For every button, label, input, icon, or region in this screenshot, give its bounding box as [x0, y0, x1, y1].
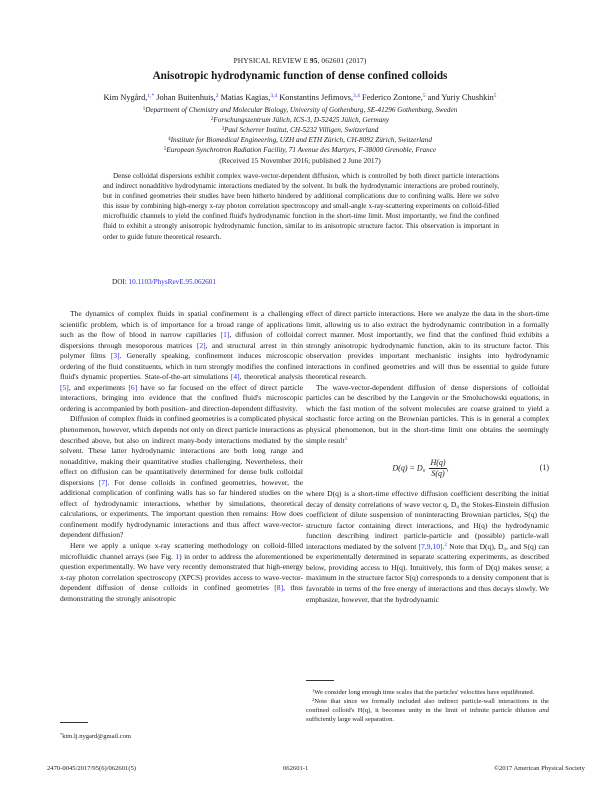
author-affil-ref[interactable]: 1,* [147, 93, 155, 99]
paragraph: where D(q) is a short-time effective diffusion coefficient describing the initial decay of density correlations of wave vector q, D₀ the Stokes-Einstein diffusion coefficient of dilute suspension of noninteracting Brownian particles, S(q) the structure factor containing direct interactions, and H(q) the hydrodynamic function describing indirect particle-particle and (possible) particle-wall interactions mediated by the solvent [7,9,10].$^2$ Note that D(q), D₀, and S(q) can be experimentally determined in separate scattering experiments, as described below, providing access to H(q). Intuitively, this form of D(q) makes sense; a maximum in the structure factor S(q) corresponds to a density component that is favorable in terms of the free energy of interactions and thus decays slowly. We emphasize, however, that the hydrodynamic [306, 489, 549, 604]
citation-link[interactable]: [7,9,10] [418, 541, 443, 551]
body-column-left [60, 309, 303, 604]
doi-link[interactable]: 10.1103/PhysRevE.95.062601 [128, 278, 216, 286]
equation-1 [306, 453, 549, 483]
footer-page-number: 062601-1 [283, 765, 309, 772]
footnote-divider [60, 722, 88, 723]
author-email: kim.lj.nygard@gmail.com [62, 733, 131, 740]
citation-link[interactable]: [3] [110, 351, 120, 361]
author: Matias Kagias, [220, 93, 271, 102]
author-affil-ref[interactable]: 3,4 [353, 93, 360, 99]
affiliation: $^4$Institute for Biomedical Engineering, UZH and ETH Zürich, CH-8092 Zürich, Switzerland [168, 136, 432, 145]
equation-denominator: S(q) [431, 468, 445, 478]
body-column-right [306, 309, 549, 605]
affiliation: $^2$Forschungszentrum Jülich, ICS-3, D-52425 Jülich, Germany [210, 116, 390, 125]
affiliation-list [0, 105, 600, 155]
author: Federico Zontone, [362, 93, 423, 102]
abstract: Dense colloidal dispersions exhibit complex wave-vector-dependent diffusion, which is controlled by both direct particle interactions and indirect nonadditive hydrodynamic interactions mediated by the solvent. In bulk the hydrodynamic interactions are probed routinely, but in confined geometries their studies have been hitherto hindered by additional complications due to confining walls. Here we solve this issue by combining high-energy x-ray photon correlation spectroscopy and small-angle x-ray-scattering experiments on colloid-filled microfluidic channels to yield the confined fluid's hydrodynamic function in the short-time limit. Most importantly, we find the confined fluid to exhibit a strongly anisotropic hydrodynamic function, similar to its anisotropic structure factor. This observation is important in order to guide future theoretical research. [103, 172, 499, 241]
footnotes [306, 688, 549, 724]
paper-title: Anisotropic hydrodynamic function of dense confined colloids [152, 70, 448, 82]
affiliation: $^1$Department of Chemistry and Molecular Biology, University of Gothenburg, SE-41296 Gothenburg, Sweden [142, 106, 458, 114]
citation-link[interactable]: [4] [230, 372, 240, 382]
received-dates: (Received 15 November 2016; published 2 June 2017) [219, 156, 381, 165]
paragraph: Diffusion of complex fluids in confined geometries is a complicated physical phenomenon, however, which depends not only on direct particle interactions as described above, but also on indirect many-body interactions mediated by the solvent. These latter hydrodynamic interactions are both long range and nonadditive, making their quantitative studies challenging. Nevertheless, their effect on diffusion can be quantitatively determined for dense bulk colloidal dispersions [7]. For dense colloids in confined geometries, however, the additional complication of confining walls has so far hindered studies on the effect of hydrodynamic interactions, whether by simulations, theoretical calculations, or experiments. The important question then remains: How does confinement modify hydrodynamic interactions and thus affect wave-vector-dependent diffusion? [60, 414, 303, 540]
footnote-ref[interactable]: 1 [344, 436, 348, 442]
footer-issn: 2470-0045/2017/95(6)/062601(5) [47, 765, 137, 772]
doi-label: DOI: [112, 278, 127, 286]
paragraph: effect of direct particle interactions. Here we analyze the data in the short-time limit, allowing us to also extract the hydrodynamic contribution in a formally correct manner. Most importantly, we find that the confined fluid exhibits a strongly anisotropic hydrodynamic function, akin to its structure factor. This observation provides important mechanistic insights into hydrodynamic interactions in confined geometries and will thus be essential to guide future theoretical research. [306, 309, 549, 382]
citation-link[interactable]: [8] [274, 583, 284, 593]
citation-link[interactable]: [2] [196, 340, 206, 350]
paragraph: The dynamics of complex fluids in spatial confinement is a challenging scientific problem, which is of importance for a broad range of applications such as the flow of blood in narrow capillaries [1], diffusion of colloidal dispersions through mesoporous matrices [2], and structural arrest in thin polymer films [3]. Generally speaking, confinement induces microscopic ordering of the fluid constituents, which in turn strongly modifies the confined fluid's dynamic properties. State-of-the-art simulations [4], theoretical analysis [5], and experiments [6] have so far focused on the effect of direct particle interactions, bringing into evidence that the confined fluid's microscopic ordering is accompanied by both position- and direction-dependent diffusivity. [60, 309, 303, 413]
equation-fraction [429, 458, 446, 479]
doi-line [112, 278, 216, 286]
footnote-ref[interactable]: 2 [444, 542, 447, 548]
journal-name: PHYSICAL REVIEW E [233, 56, 308, 65]
citation-link[interactable]: [6] [128, 382, 138, 392]
citation-link[interactable]: [7] [98, 477, 108, 487]
affiliation: $^3$Paul Scherrer Institut, CH-5232 Villigen, Switzerland [221, 126, 379, 135]
author: and Yuriy Chushkin [427, 93, 494, 102]
footnote-2: $^2$Note that since we formally included also indirect particle-wall interactions in the confined colloid's H(q), it becomes unity in the limit of infinite particle dilution and sufficiently large wall separation. [306, 697, 549, 724]
footer-copyright: ©2017 American Physical Society [494, 765, 585, 772]
footnote-1: $^1$We consider long enough time scales that the particles' velocities have equilibrated. [312, 688, 535, 696]
figure-link[interactable]: 1 [175, 551, 180, 561]
author: Kim Nygård, [103, 93, 148, 102]
footnote-divider [306, 680, 334, 681]
paragraph: The wave-vector-dependent diffusion of dense dispersions of colloidal particles can be described by the Langevin or the Smoluchowski equations, in which the fast motion of the solvent molecules are coarse grained to yield a stochastic force acting on the Brownian particles. This is in general a complex physical phenomenon, but in the short-time limit one obtains the seemingly simple result$^1$ [306, 382, 549, 445]
author: Johan Buitenhuis, [156, 93, 216, 102]
journal-volume: 95 [309, 56, 318, 65]
affiliation: $^5$European Synchrotron Radiation Facility, 71 Avenue des Martyrs, F-38000 Grenoble, France [163, 146, 437, 155]
author-affil-ref[interactable]: 3,4 [270, 93, 278, 99]
author-affil-ref[interactable]: 5 [493, 93, 497, 99]
equation-number: (1) [539, 462, 549, 472]
paragraph: Here we apply a unique x-ray scattering methodology on colloid-filled microfluidic channel arrays (see Fig. 1) in order to address the aforementioned question experimentally. We have very recently demonstrated that high-energy x-ray photon correlation spectroscopy (XPCS) provides access to wave-vector-dependent diffusion of dense colloids in confined geometries [8], thus demonstrating the strongly anisotropic [60, 541, 303, 603]
author-affil-ref[interactable]: 5 [422, 93, 426, 99]
corresponding-author-footnote: *kim.lj.nygard@gmail.com [60, 732, 131, 740]
equation-numerator: H(q) [430, 457, 446, 467]
author-list [0, 93, 600, 102]
equation-lhs: D(q) = D₀ [392, 462, 426, 472]
article-id-year: , 062601 (2017) [317, 56, 367, 65]
equation-body: D(q) = D₀ $\frac{H(q)}{S(q)}$ , [392, 457, 449, 478]
author: Konstantins Jefimovs, [279, 93, 354, 102]
citation-link[interactable]: [5] [60, 382, 69, 392]
author-affil-ref[interactable]: 2 [215, 93, 219, 99]
journal-header [0, 56, 600, 65]
citation-link[interactable]: [1] [220, 330, 230, 340]
